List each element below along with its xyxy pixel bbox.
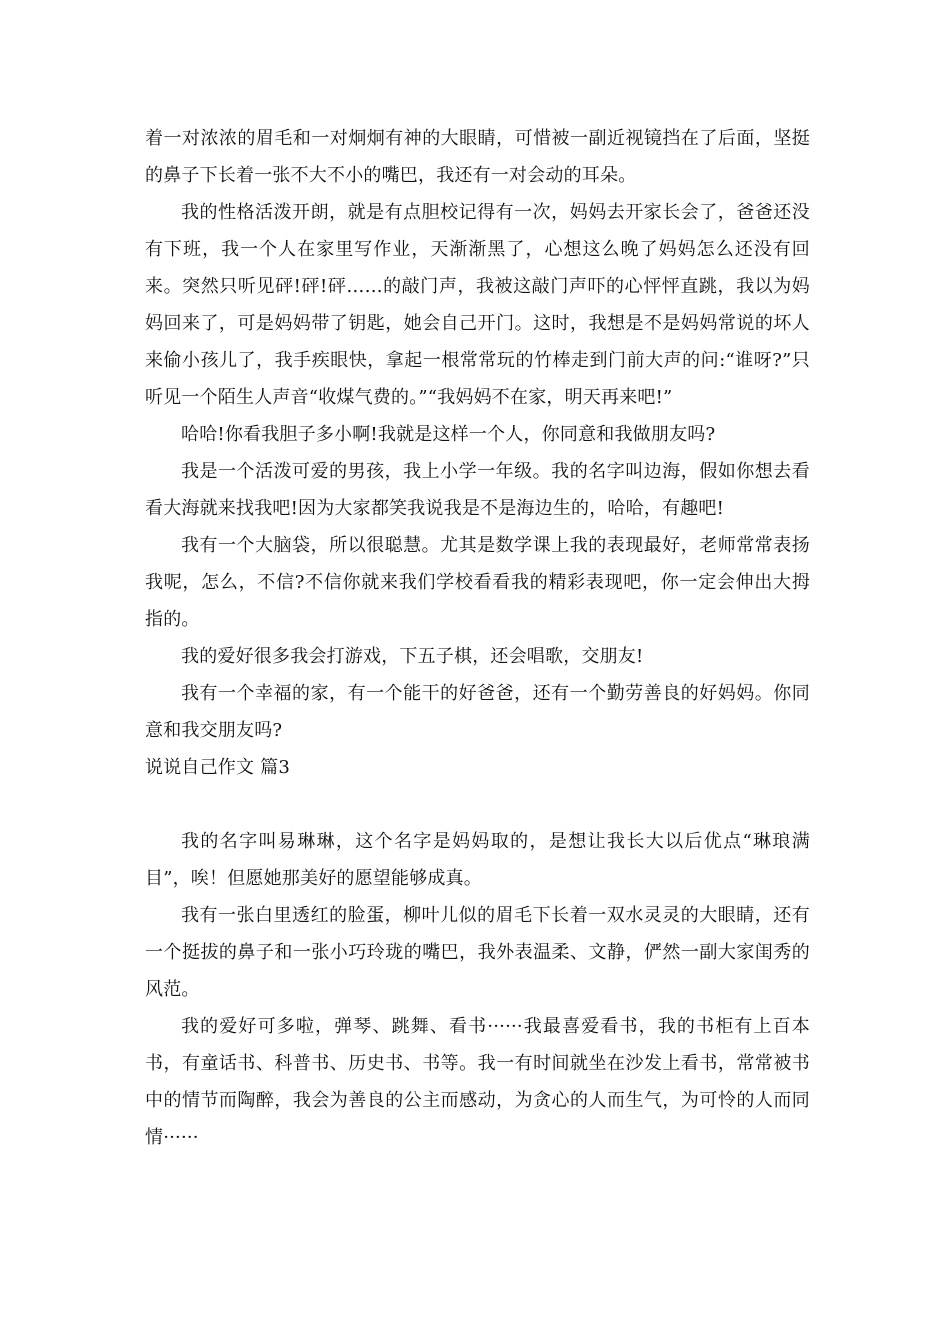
paragraph-smart: 我有一个大脑袋，所以很聪慧。尤其是数学课上我的表现最好，老师常常表扬我呢，怎么，不信?不信你就来我们学校看看我的精彩表现吧，你一定会伸出大拇指的。 bbox=[145, 535, 810, 630]
section-spacer bbox=[145, 786, 810, 823]
paragraph-reading: 我的爱好可多啦，弹琴、跳舞、看书······我最喜爱看书，我的书柜有上百本书，有童话书、科普书、历史书、书等。我一有时间就坐在沙发上看书，常常被书中的情节而陶醉，我会为善良的公主而感动，为贪心的人而生气，为可怜的人而同情······ bbox=[145, 1016, 810, 1148]
paragraph-family: 我有一个幸福的家，有一个能干的好爸爸，还有一个勤劳善良的好妈妈。你同意和我交朋友吗? bbox=[145, 683, 810, 741]
paragraph-haha: 哈哈!你看我胆子多小啊!我就是这样一个人，你同意和我做朋友吗? bbox=[181, 424, 716, 445]
paragraph-hobbies: 我的爱好很多我会打游戏，下五子棋，还会唱歌，交朋友! bbox=[181, 646, 644, 667]
paragraph-intro-bianhai: 我是一个活泼可爱的男孩，我上小学一年级。我的名字叫边海，假如你想去看看大海就来找我吧!因为大家都笑我说我是不是海边生的，哈哈，有趣吧! bbox=[145, 461, 810, 519]
paragraph-name-yilinlin: 我的名字叫易琳琳，这个名字是妈妈取的，是想让我长大以后优点“琳琅满目”，唉！但愿她那美好的愿望能够成真。 bbox=[145, 831, 810, 889]
paragraph-continued: 着一对浓浓的眉毛和一对炯炯有神的大眼睛，可惜被一副近视镜挡在了后面，坚挺的鼻子下长着一张不大不小的嘴巴，我还有一对会动的耳朵。 bbox=[145, 128, 810, 186]
document-body bbox=[145, 120, 810, 1156]
paragraph-appearance: 我有一张白里透红的脸蛋，柳叶儿似的眉毛下长着一双水灵灵的大眼睛，还有一个挺拔的鼻子和一张小巧玲珑的嘴巴，我外表温柔、文静，俨然一副大家闺秀的风范。 bbox=[145, 905, 810, 1000]
section-title: 说说自己作文 篇3 bbox=[145, 757, 290, 778]
paragraph-personality: 我的性格活泼开朗，就是有点胆校记得有一次，妈妈去开家长会了，爸爸还没有下班，我一个人在家里写作业，天渐渐黑了，心想这么晚了妈妈怎么还没有回来。突然只听见砰!砰!砰……的敲门声，我被这敲门声吓的心怦怦直跳，我以为妈妈回来了，可是妈妈带了钥匙，她会自己开门。这时，我想是不是妈妈常说的坏人来偷小孩儿了，我手疾眼快，拿起一根常常玩的竹棒走到门前大声的问:“谁呀?”只听见一个陌生人声音“收煤气费的。”“我妈妈不在家，明天再来吧!” bbox=[145, 202, 810, 408]
